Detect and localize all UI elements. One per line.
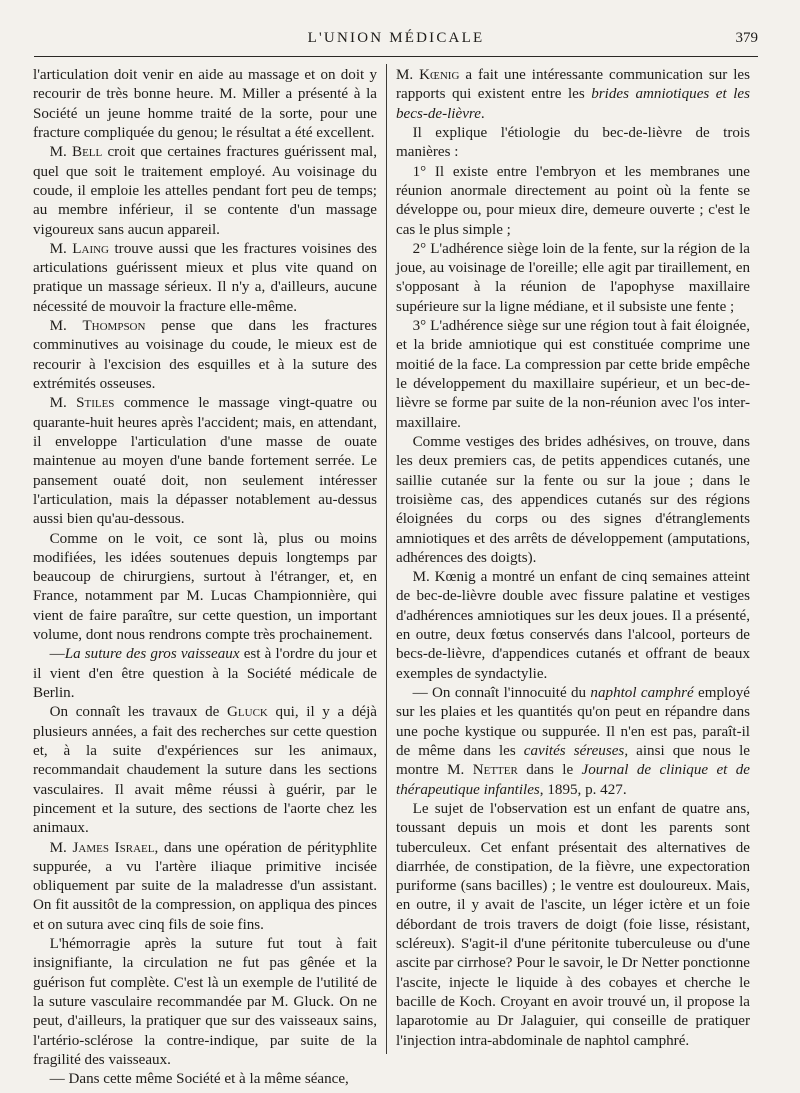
paragraph-text: , ainsi que nous le montre M. [396,742,750,779]
paragraph-text: employé sur les plaies et les quantités qu'on peut en répandre dans une poche kystique ou suppurée. Il n'en est pas, paraît-il de même dans les [396,685,751,759]
paragraph [396,317,750,433]
paragraph [396,66,750,124]
paragraph [396,124,750,163]
header-rule [34,56,758,57]
paragraph-text: Comme vestiges des brides adhésives, on trouve, dans les deux premiers cas, de petits appendices cutanés, une saillie cutanée sur la fente ou sur la joue ; dans le troisième cas, des appendices cutanés sur des régions éloignées du corps ou des signes d'étranglements amniotiques et des arrêts de développement (amputations, adhérences des doigts). [396,433,750,566]
paragraph [33,935,377,1070]
person-name: James Israel [72,839,155,856]
paragraph-lead: — [49,646,65,663]
paragraph-text: — Dans cette même Société et à la même séance, [49,1071,349,1088]
paragraph [33,394,377,529]
person-name: Gluck [227,704,268,721]
paragraph [33,839,377,936]
paragraph [396,240,750,317]
paragraph [33,703,377,838]
paragraph-lead: On connaît les travaux de [49,704,228,721]
paragraph-text: , dans une opération de pérityphlite suppurée, a vu l'artère iliaque primitive incisée obliquement par suite de la maladresse d'un assistant. On fit aussitôt de la compression, on appliqua des pinces et on sutura avec cinq fils de soie fins. [33,839,378,933]
paragraph [396,684,750,800]
paragraph-lead: M. [49,240,73,257]
paragraph [396,433,750,568]
paragraph-text: dans le [517,762,582,779]
journal-title: L'UNION MÉDICALE [307,30,485,46]
paragraph-lead: M. [49,144,73,161]
paragraph-text: 1° Il existe entre l'embryon et les membranes une réunion anormale directement au point où la fente se développe ou, pour mieux dire, demeure ouverte ; c'est le cas le plus simple ; [396,163,750,238]
paragraph-lead: — On connaît l'innocuité du [412,685,591,701]
page-number: 379 [735,30,758,46]
paragraph-lead: M. [49,395,77,412]
italic-phrase: Journal de clinique et de thérapeutique infantiles [396,762,750,798]
italic-phrase: naphtol camphré [590,685,694,701]
paragraph [396,800,750,1051]
paragraph [396,163,750,240]
paragraph-text: croit que certaines fractures guérissent mal, quel que soit le traitement employé. Au voisinage du coude, il emploie les attelles pendant fort peu de temps; au membre inférieur, il se contente d'un massage vigoureux sans aucun appareil. [33,144,377,238]
paragraph-tail: , 1895, p. 427. [539,781,627,798]
italic-phrase: brides amniotiques et les becs-de-lièvre [396,86,750,122]
paragraph [33,143,377,240]
paragraph-text: 3° L'adhérence siège sur une région tout à fait éloignée, et la bride amniotique qui est constituée comprime une moitié de la face. La compression par cette bride empêche le développement du maxillaire supérieur, et un bec-de-lièvre se forme par suite de la non-réunion avec l'os inter-maxillaire. [396,318,750,431]
person-name: Netter [472,762,518,779]
paragraph [33,645,377,703]
person-name: Bell [72,144,103,161]
paragraph [33,1070,377,1089]
paragraph [33,66,377,143]
running-header [34,30,758,52]
paragraph-text: commence le massage vingt-quatre ou quarante-huit heures après l'accident; mais, en attendant, il enveloppe l'articulation d'une masse de ouate maintenue au moyen d'une bande fortement serrée. Le pansement ouaté doit, non seulement intéresser l'articulation, mais la dépasser notablement au-dessus aussi bien qu'au-dessous. [33,395,378,528]
column-divider [386,64,387,1054]
paragraph-text: 2° L'adhérence siège loin de la fente, sur la région de la joue, au voisinage de l'oreille; elle agit par tiraillement, en s'opposant à la réunion de l'apophyse maxillaire supérieure sur la ligne médiane, et il subsiste une fente ; [396,240,750,315]
italic-phrase: cavités séreuses [523,742,625,759]
person-name: Kœnig [419,67,460,83]
right-column [396,66,750,1051]
paragraph-text: est à l'ordre du jour et il vient d'en être question à la Société médicale de Berlin. [33,646,377,701]
person-name: Thompson [82,318,146,335]
paragraph-tail: . [480,105,485,122]
paragraph [33,530,377,646]
paragraph-text: L'hémorragie après la suture fut tout à fait insignifiante, la circulation ne fut pas gênée et la guérison fut complète. C'est là un exemple de l'utilité de la suture vasculaire recommandée par M. Gluck. On ne peut, d'ailleurs, la pratiquer que sur des vaisseaux sains, l'artério-sclérose la contre-indique, par suite de la fragilité des vaisseaux. [33,936,377,1068]
paragraph-text: trouve aussi que les fractures voisines des articulations guérissent mieux et plus vite quand on pratique un massage sérieux. Il n'y a, d'ailleurs, aucune nécessité de mouvoir la fracture elle-même. [33,240,378,315]
paragraph-text: Comme on le voit, ce sont là, plus ou moins modifiées, les idées soutenues depuis longtemps par beaucoup de chirurgiens, surtout à l'étranger, et, en France, notamment par M. Lucas Championnière, qui vient de faire paraître, sur cette question, un important volume, dont nous rendrons compte très prochainement. [33,530,377,644]
left-column [33,66,377,1090]
paragraph-text: M. Kœnig a montré un enfant de cinq semaines atteint de bec-de-lièvre double avec fissure palatine et vestiges d'adhérences amniotiques sur les deux joues. Il a présenté, en outre, deux fœtus conservés dans l'alcool, porteurs de becs-de-lièvre, d'appendices cutanés et offrant de beaux exemples de syndactylie. [396,569,750,682]
paragraph [396,568,750,684]
italic-phrase: La suture des gros vaisseaux [64,646,240,663]
paragraph [33,317,377,394]
paragraph-text: Le sujet de l'observation est un enfant de quatre ans, toussant depuis un mois et dont les parents sont tuberculeux. Cet enfant présentait des alternatives de diarrhée, de constipation, de la fièvre, une expectoration puriforme (sans bacilles) ; le ventre est douloureux. Mais, en outre, il y avait de l'ascite, un léger ictère et un foie débordant de trois travers de doigt (foie lisse, résistant, scléreux). S'agit-il d'une péritonite tuberculeuse ou d'une ascite par cirrhose? Pour le savoir, le Dr Netter ponctionne l'ascite, injecte le liquide à des cobayes et cherche le bacille de Koch. Croyant en avoir trouvé un, il propose la laparotomie au Dr Jalaguier, qui conseille de pratiquer l'injection intra-abdominale de naphtol camphré. [396,800,750,1049]
paragraph-text: Il explique l'étiologie du bec-de-lièvre de trois manières : [396,124,750,161]
paragraph-text: qui, il y a déjà plusieurs années, a fait des recherches sur cette question et, à la suite d'expériences sur les animaux, recommandait chaudement la suture dans les sections vasculaires. Il avait même réussi à guérir, par le pincement et la suture, des sections de l'aorte chez les animaux. [33,704,377,837]
paragraph-lead: M. [396,67,420,83]
paragraph-lead: M. [49,318,83,335]
person-name: Stiles [76,395,115,412]
paragraph-text: l'articulation doit venir en aide au massage et on doit y recourir de très bonne heure. M. Miller a présenté à la Société un jeune homme traité de la sorte, pour une fracture compliquée du genou; le résultat a été excellent. [33,67,377,141]
paragraph [33,240,377,317]
person-name: Laing [72,240,109,257]
paragraph-text: pense que dans les fractures comminutives au voisinage du coude, le mieux est de recourir à l'excision des esquilles et à la suture des extrémités osseuses. [33,318,377,392]
paragraph-text: a fait une intéressante communication sur les rapports qui existent entre les [396,67,751,103]
paragraph-lead: M. [49,839,73,856]
